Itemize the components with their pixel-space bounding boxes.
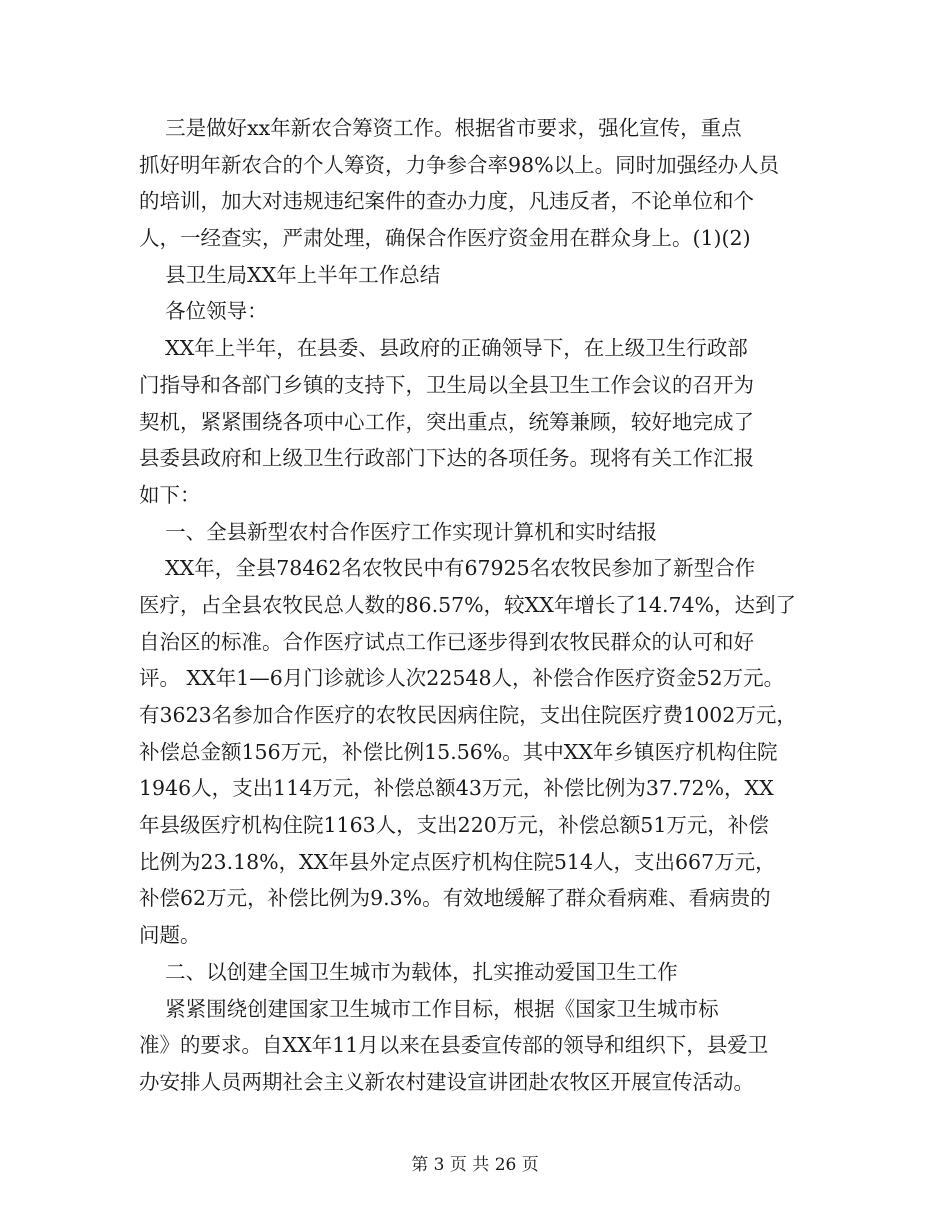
text-line: 补偿总金额156万元，补偿比例15.56%。其中XX年乡镇医疗机构住院 [139, 739, 778, 764]
section-heading: 一、全县新型农村合作医疗工作实现计算机和实时结报 [139, 519, 658, 544]
text-line: 1946人，支出114万元，补偿总额43万元，补偿比例为37.72%，XX [139, 776, 774, 801]
document-body [139, 110, 811, 1101]
text-line: 门指导和各部门乡镇的支持下，卫生局以全县卫生工作会议的召开为 [139, 372, 754, 397]
text-line: 评。 XX年1—6月门诊就诊人次22548人，补偿合作医疗资金52万元。 [139, 666, 785, 691]
section-title: 县卫生局XX年上半年工作总结 [139, 262, 441, 287]
text-line: 有3623名参加合作医疗的农牧民因病住院，支出住院医疗费1002万元， [139, 703, 797, 727]
text-line: 人，一经查实，严肃处理，确保合作医疗资金用在群众身上。(1)(2) [139, 226, 751, 251]
text-line: 的培训，加大对违规违纪案件的查办力度，凡违反者，不论单位和个 [139, 189, 754, 214]
text-line: 比例为23.18%，XX年县外定点医疗机构住院514人，支出667万元， [139, 849, 776, 874]
text-line: 自治区的标准。合作医疗试点工作已逐步得到农牧民群众的认可和好 [139, 629, 754, 654]
text-line: 紧紧围绕创建国家卫生城市工作目标，根据《国家卫生城市标 [139, 996, 719, 1021]
section-heading: 二、以创建全国卫生城市为载体，扎实推动爱国卫生工作 [139, 959, 678, 984]
salutation: 各位领导： [139, 299, 268, 324]
text-line: 三是做好xx年新农合筹资工作。根据省市要求，强化宣传，重点 [139, 116, 742, 140]
text-line: 办安排人员两期社会主义新农村建设宣讲团赴农牧区开展宣传活动。 [139, 1069, 754, 1094]
text-line: 县委县政府和上级卫生行政部门下达的各项任务。现将有关工作汇报 [139, 446, 754, 471]
page-number-footer: 第 3 页 共 26 页 [411, 1155, 539, 1175]
text-line: 抓好明年新农合的个人筹资，力争参合率98%以上。同时加强经办人员 [139, 152, 780, 177]
text-line: XX年，全县78462名农牧民中有67925名农牧民参加了新型合作 [139, 556, 756, 581]
text-line: 问题。 [139, 923, 201, 948]
text-line: 补偿62万元，补偿比例为9.3%。有效地缓解了群众看病难、看病贵的 [139, 886, 771, 911]
text-line: 准》的要求。自XX年11月以来在县委宣传部的领导和组织下，县爱卫 [139, 1033, 769, 1058]
text-line: 契机，紧紧围绕各项中心工作，突出重点，统筹兼顾，较好地完成了 [139, 409, 754, 434]
text-line: 医疗，占全县农牧民总人数的86.57%，较XX年增长了14.74%，达到了 [139, 592, 797, 617]
text-line: 如下： [139, 482, 201, 507]
text-line: 年县级医疗机构住院1163人，支出220万元，补偿总额51万元，补偿 [139, 813, 769, 838]
text-line: XX年上半年，在县委、县政府的正确领导下，在上级卫生行政部 [139, 336, 748, 361]
